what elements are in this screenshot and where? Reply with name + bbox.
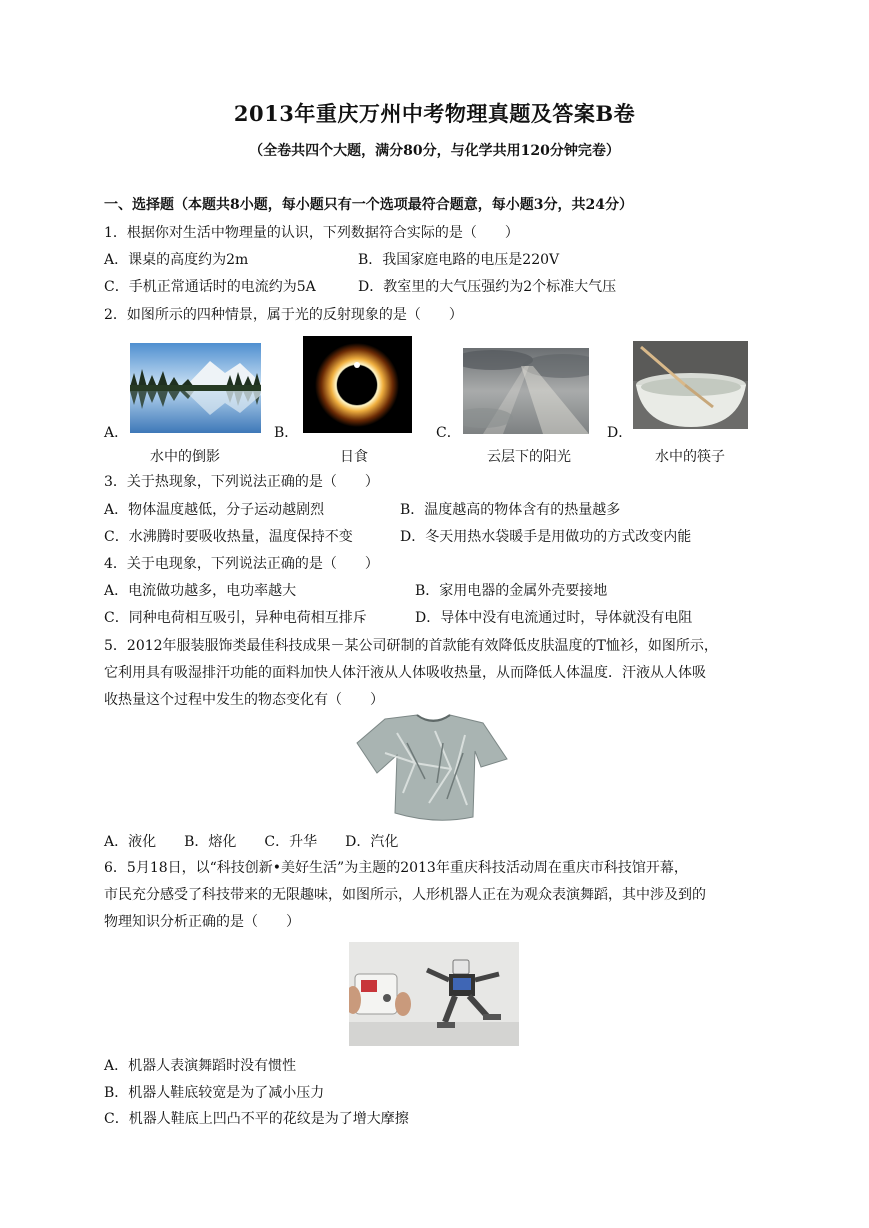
question-6-line-3: 物理知识分析正确的是（ ） xyxy=(104,914,300,930)
sun-rays-clouds-image xyxy=(463,348,589,434)
page-title: 2013年重庆万州中考物理真题及答案B卷 xyxy=(233,101,636,126)
question-1-option-d: D．教室里的大气压强约为2个标准大气压 xyxy=(358,279,617,295)
question-4-option-b: B．家用电器的金属外壳要接地 xyxy=(415,583,608,599)
question-3-stem: 3．关于热现象，下列说法正确的是（ ） xyxy=(104,474,379,490)
t-shirt-image xyxy=(355,713,510,825)
question-5-options: A．液化 B．熔化 C．升华 D．汽化 xyxy=(104,834,399,850)
question-4-option-d: D．导体中没有电流通过时，导体就没有电阻 xyxy=(415,610,693,626)
lake-reflection-image xyxy=(130,343,261,433)
question-4-stem: 4．关于电现象，下列说法正确的是（ ） xyxy=(104,556,379,572)
question-5-line-1: 5．2012年服装服饰类最佳科技成果－某公司研制的首款能有效降低皮肤温度的T恤衫，如图所示， xyxy=(104,638,718,654)
question-1-option-c: C．手机正常通话时的电流约为5A xyxy=(104,279,316,295)
question-1-option-a: A．课桌的高度约为2m xyxy=(104,252,249,268)
question-2-letter-c: C． xyxy=(436,425,461,441)
solar-eclipse-image xyxy=(303,336,412,433)
question-6-line-2: 市民充分感受了科技带来的无限趣味，如图所示，人形机器人正在为观众表演舞蹈，其中涉及到的 xyxy=(104,887,706,903)
question-1-stem: 1．根据你对生活中物理量的认识，下列数据符合实际的是（ ） xyxy=(104,225,519,241)
caption-eclipse: 日食 xyxy=(340,449,368,465)
question-2-letter-b: B． xyxy=(274,425,299,441)
caption-reflection: 水中的倒影 xyxy=(150,449,220,465)
question-6-option-a: A．机器人表演舞蹈时没有惯性 xyxy=(104,1058,297,1074)
question-2-letter-d: D． xyxy=(607,425,633,441)
question-5-line-3: 收热量这个过程中发生的物态变化有（ ） xyxy=(104,692,384,708)
question-3-option-c: C．水沸腾时要吸收热量，温度保持不变 xyxy=(104,529,353,545)
caption-chopstick: 水中的筷子 xyxy=(655,449,725,465)
question-6-line-1: 6．5月18日，以“科技创新•美好生活”为主题的2013年重庆科技活动周在重庆市科技馆开幕， xyxy=(104,860,688,876)
question-5-line-2: 它利用具有吸湿排汗功能的面料加快人体汗液从人体吸收热量，从而降低人体温度．汗液从人体吸 xyxy=(104,665,706,681)
question-3-option-d: D．冬天用热水袋暖手是用做功的方式改变内能 xyxy=(400,529,692,545)
page-subtitle: （全卷共四个大题，满分80分，与化学共用120分钟完卷） xyxy=(249,143,620,159)
question-1-option-b: B．我国家庭电路的电压是220V xyxy=(358,252,560,268)
section-heading: 一、选择题（本题共8小题，每小题只有一个选项最符合题意，每小题3分，共24分） xyxy=(104,197,633,213)
caption-sunlight: 云层下的阳光 xyxy=(487,449,571,465)
question-3-option-b: B．温度越高的物体含有的热量越多 xyxy=(400,502,621,518)
question-4-option-c: C．同种电荷相互吸引，异种电荷相互排斥 xyxy=(104,610,367,626)
question-6-option-c: C．机器人鞋底上凹凸不平的花纹是为了增大摩擦 xyxy=(104,1111,409,1127)
chopstick-bowl-image xyxy=(633,341,748,429)
question-6-option-b: B．机器人鞋底较宽是为了减小压力 xyxy=(104,1085,325,1101)
question-2-letter-a: A． xyxy=(104,425,129,441)
question-3-option-a: A．物体温度越低，分子运动越剧烈 xyxy=(104,502,325,518)
question-2-stem: 2．如图所示的四种情景，属于光的反射现象的是（ ） xyxy=(104,307,463,323)
question-4-option-a: A．电流做功越多，电功率越大 xyxy=(104,583,297,599)
dancing-robot-image xyxy=(349,942,519,1046)
